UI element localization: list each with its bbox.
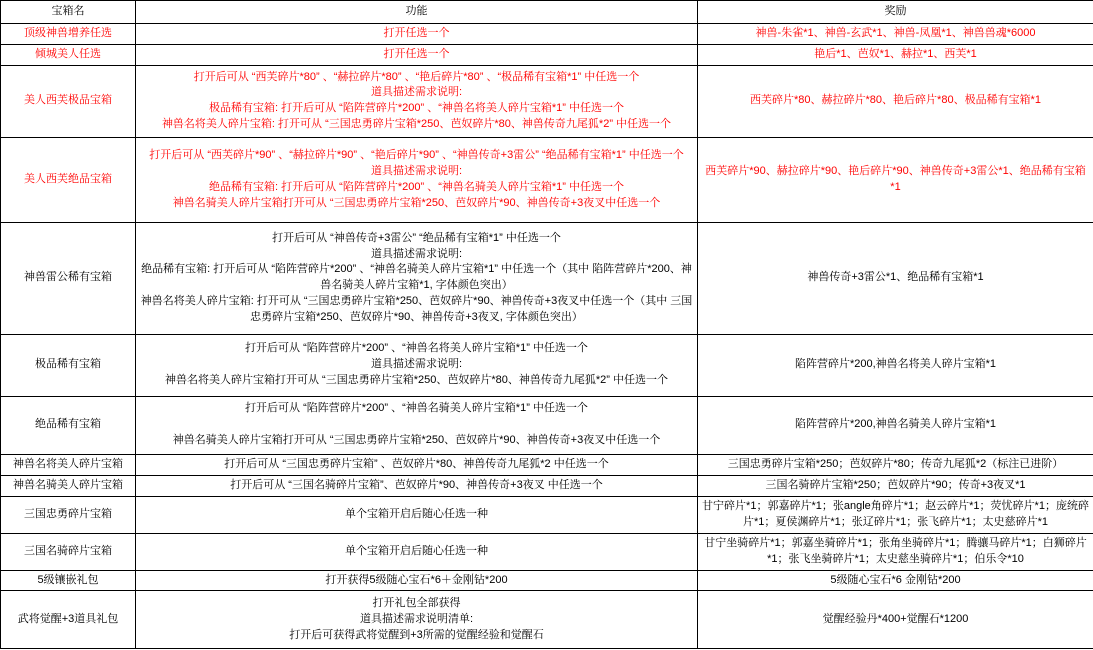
function-line: 单个宝箱开启后随心任选一种: [345, 544, 488, 557]
function-line: 绝品稀有宝箱: 打开后可从 “陷阵营碎片*200” 、“神兽名骑美人碎片宝箱*1” 中任选一个（其中 陷阵营碎片*200、神兽名骑美人碎片宝箱*1, 字体颜色突出）: [141, 263, 692, 292]
reward-line: 5级随心宝石*6 金刚钻*200: [830, 573, 961, 586]
function-line: 神兽名骑美人碎片宝箱打开可从 “三国忠勇碎片宝箱*250、芭奴碎片*90、神兽传奇+3夜叉中任选一个: [172, 434, 661, 447]
cell-reward: [698, 496, 1093, 533]
function-line: 打开后可从 “陷阵营碎片*200” 、“神兽名骑美人碎片宝箱*1” 中任选一个: [245, 402, 588, 415]
function-line: 道具描述需求说明:: [370, 247, 463, 260]
function-line: 打开后可从 “三国名骑碎片宝箱”、芭奴碎片*90、神兽传奇+3夜叉 中任选一个: [230, 478, 603, 491]
function-line: 打开礼包全部获得: [372, 597, 461, 610]
function-line: 神兽名将美人碎片宝箱: 打开可从 “三国忠勇碎片宝箱*250、芭奴碎片*80、神兽传奇九尾狐*2” 中任选一个: [161, 118, 672, 131]
cell-box-name: 绝品稀有宝箱: [1, 396, 136, 454]
table-body: [1, 24, 1093, 649]
cell-function: [136, 222, 698, 334]
reward-line: 三国名骑碎片宝箱*250；芭奴碎片*90；传奇+3夜叉*1: [765, 478, 1026, 491]
reward-line: 甘宁碎片*1；郭嘉碎片*1；张angle角碎片*1；赵云碎片*1；荧忧碎片*1；庞统碎片*1；夏侯渊碎片*1；张辽碎片*1；张飞碎片*1；太史慈碎片*1: [702, 499, 1089, 528]
function-line: 打开后可从 “三国忠勇碎片宝箱” 、芭奴碎片*80、神兽传奇九尾狐*2 中任选一个: [224, 457, 609, 470]
cell-reward: [698, 591, 1093, 649]
cell-box-name: 美人西芙绝品宝箱: [1, 137, 136, 222]
cell-reward: [698, 24, 1093, 45]
cell-function: [136, 496, 698, 533]
cell-function: [136, 65, 698, 137]
header-row: [1, 1, 1093, 24]
cell-reward: [698, 454, 1093, 475]
cell-function: [136, 334, 698, 396]
cell-function: [136, 137, 698, 222]
cell-box-name: 美人西芙极品宝箱: [1, 65, 136, 137]
table-row: [1, 334, 1093, 396]
function-line: 绝品稀有宝箱: 打开后可从 “陷阵营碎片*200” 、“神兽名骑美人碎片宝箱*1” 中任选一个: [209, 180, 624, 193]
cell-function: [136, 533, 698, 570]
cell-reward: [698, 334, 1093, 396]
function-line: 打开后可获得武将觉醒到+3所需的觉醒经验和觉醒石: [289, 628, 544, 641]
header-cell-name: 宝箱名: [1, 1, 136, 24]
function-line: 打开任选一个: [383, 27, 450, 39]
cell-reward: [698, 222, 1093, 334]
cell-reward: [698, 396, 1093, 454]
cell-box-name: 极品稀有宝箱: [1, 334, 136, 396]
reward-line: 西芙碎片*90、赫拉碎片*90、艳后碎片*90、神兽传奇+3雷公*1、绝品稀有宝箱*1: [705, 164, 1086, 193]
header-cell-function: 功能: [136, 1, 698, 24]
cell-box-name: 倾城美人任选: [1, 44, 136, 65]
table-row: [1, 137, 1093, 222]
reward-line: 觉醒经验丹*400+觉醒石*1200: [822, 612, 969, 625]
function-line: 道具描述需求说明:: [370, 164, 463, 177]
table-row: [1, 570, 1093, 591]
function-line: 打开后可从 “神兽传奇+3雷公” “绝品稀有宝箱*1” 中任选一个: [272, 231, 561, 244]
cell-reward: [698, 533, 1093, 570]
cell-function: [136, 475, 698, 496]
table-header: [1, 1, 1093, 24]
cell-reward: [698, 137, 1093, 222]
reward-line: 艳后*1、芭奴*1、赫拉*1、西芙*1: [814, 47, 977, 60]
cell-box-name: 神兽名骑美人碎片宝箱: [1, 475, 136, 496]
reward-line: 神兽传奇+3雷公*1、绝品稀有宝箱*1: [807, 271, 984, 284]
reward-line: 陷阵营碎片*200,神兽名将美人碎片宝箱*1: [794, 358, 997, 371]
cell-box-name: 三国名骑碎片宝箱: [1, 533, 136, 570]
cell-reward: [698, 65, 1093, 137]
cell-box-name: 顶级神兽增养任选: [1, 24, 136, 45]
cell-box-name: 5级镶嵌礼包: [1, 570, 136, 591]
table-row: [1, 533, 1093, 570]
function-line: 单个宝箱开启后随心任选一种: [345, 507, 488, 520]
table-row: [1, 496, 1093, 533]
function-line: [139, 417, 694, 433]
table-row: [1, 454, 1093, 475]
cell-box-name: 神兽名将美人碎片宝箱: [1, 454, 136, 475]
table-row: [1, 396, 1093, 454]
function-line: 道具描述需求说明:: [370, 86, 463, 99]
cell-box-name: 武将觉醒+3道具礼包: [1, 591, 136, 649]
function-line: 神兽名将美人碎片宝箱: 打开可从 “三国忠勇碎片宝箱*250、芭奴碎片*90、神兽传奇+3夜叉中任选一个（其中 三国忠勇碎片宝箱*250、芭奴碎片*90、神兽传奇+3夜叉, 字体颜色突出）: [140, 295, 693, 324]
cell-function: [136, 24, 698, 45]
table-row: [1, 44, 1093, 65]
function-line: 打开后可从 “西芙碎片*90” 、“赫拉碎片*90” 、“艳后碎片*90” 、“神兽传奇+3雷公” “绝品稀有宝箱*1” 中任选一个: [149, 149, 684, 161]
function-line: 打开任选一个: [383, 47, 450, 60]
table-row: [1, 591, 1093, 649]
cell-box-name: 神兽雷公稀有宝箱: [1, 222, 136, 334]
cell-function: [136, 44, 698, 65]
cell-reward: [698, 44, 1093, 65]
reward-line: 三国忠勇碎片宝箱*250；芭奴碎片*80；传奇九尾狐*2（标注已进阶）: [727, 457, 1064, 470]
cell-function: [136, 591, 698, 649]
cell-reward: [698, 475, 1093, 496]
function-line: 道具描述需求说明:: [370, 358, 463, 371]
table-row: [1, 65, 1093, 137]
function-line: 打开后可从 “陷阵营碎片*200” 、“神兽名将美人碎片宝箱*1” 中任选一个: [245, 342, 588, 355]
cell-function: [136, 396, 698, 454]
table-row: [1, 222, 1093, 334]
cell-box-name: 三国忠勇碎片宝箱: [1, 496, 136, 533]
reward-line: 甘宁坐骑碎片*1；郭嘉坐骑碎片*1；张角坐骑碎片*1；腾骧马碎片*1；白狮碎片*1；张飞坐骑碎片*1；太史慈坐骑碎片*1；伯乐令*10: [704, 536, 1087, 565]
function-line: 打开后可从 “西芙碎片*80” 、“赫拉碎片*80” 、“艳后碎片*80” 、“极品稀有宝箱*1” 中任选一个: [193, 70, 640, 83]
reward-line: 西芙碎片*80、赫拉碎片*80、艳后碎片*80、极品稀有宝箱*1: [750, 94, 1041, 107]
function-line: 打开获得5级随心宝石*6＋金刚钻*200: [325, 573, 508, 586]
table-row: [1, 475, 1093, 496]
cell-function: [136, 570, 698, 591]
function-line: 神兽名将美人碎片宝箱打开可从 “三国忠勇碎片宝箱*250、芭奴碎片*80、神兽传奇九尾狐*2” 中任选一个: [165, 374, 668, 387]
function-line: 道具描述需求说明清单:: [359, 612, 474, 625]
reward-line: 陷阵营碎片*200,神兽名骑美人碎片宝箱*1: [794, 418, 997, 431]
cell-reward: [698, 570, 1093, 591]
header-cell-reward: 奖励: [698, 1, 1093, 24]
reward-line: 神兽-朱雀*1、神兽-玄武*1、神兽-凤凰*1、神兽兽魂*6000: [755, 27, 1036, 39]
function-line: 神兽名骑美人碎片宝箱打开可从 “三国忠勇碎片宝箱*250、芭奴碎片*90、神兽传奇+3夜叉中任选一个: [172, 196, 661, 209]
cell-function: [136, 454, 698, 475]
function-line: 极品稀有宝箱: 打开后可从 “陷阵营碎片*200” 、“神兽名将美人碎片宝箱*1” 中任选一个: [209, 102, 624, 115]
table-row: [1, 24, 1093, 45]
